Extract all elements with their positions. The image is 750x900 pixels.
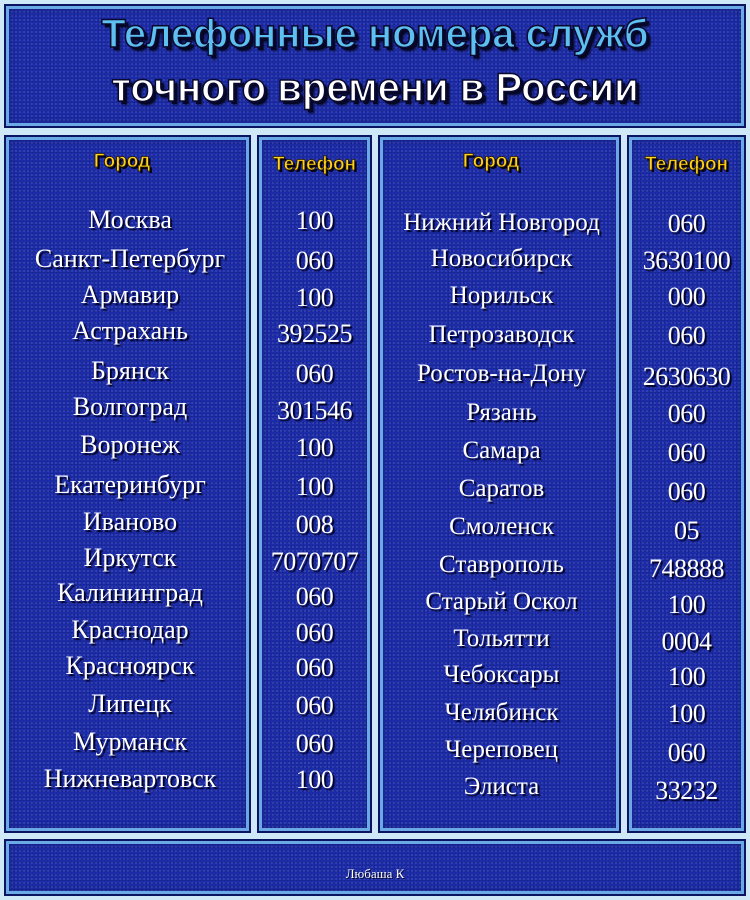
phone-number: 060: [295, 359, 334, 388]
phone-number: 3630100: [642, 246, 731, 275]
phone-number: 060: [295, 691, 334, 720]
phone-number: 060: [667, 209, 706, 238]
city-name: Тольятти: [453, 625, 550, 652]
city-name: Екатеринбург: [54, 470, 206, 499]
phone-number: 100: [295, 283, 334, 312]
city-name: Норильск: [449, 282, 554, 309]
city-name: Ростов-на-Дону: [417, 360, 586, 387]
city-name: Нижневартовск: [43, 764, 217, 793]
city-name: Брянск: [91, 356, 169, 385]
phone-number: 100: [667, 590, 706, 619]
phone-number: 33232: [655, 776, 718, 805]
city-name: Нижний Новгород: [403, 209, 600, 236]
phone-number: 060: [295, 729, 334, 758]
phone-number: 060: [295, 246, 334, 275]
city-name: Армавир: [80, 280, 180, 309]
city-name: Череповец: [445, 736, 558, 763]
city-name: Старый Оскол: [425, 588, 578, 615]
page-title-line-1: Телефонные номера служб: [101, 12, 649, 56]
city-name: Волгоград: [72, 392, 188, 421]
phone-number: 0004: [661, 627, 712, 656]
phone-number: 060: [295, 582, 334, 611]
phone-number: 2630630: [642, 362, 731, 391]
phone-number: 100: [295, 433, 334, 462]
phone-number: 05: [674, 516, 699, 545]
phone-number: 060: [667, 738, 706, 767]
city-name: Саратов: [458, 475, 545, 502]
phone-number: 100: [295, 206, 334, 235]
city-name: Санкт-Петербург: [34, 244, 226, 273]
city-name: Элиста: [463, 773, 540, 800]
phone-number: 008: [295, 510, 334, 539]
city-name: Иркутск: [83, 543, 177, 572]
city-name: Калининград: [57, 578, 203, 607]
city-name: Иваново: [82, 507, 178, 536]
city-name: Смоленск: [449, 513, 554, 540]
phone-number: 100: [295, 472, 334, 501]
phone-number: 060: [667, 438, 706, 467]
phone-number: 060: [667, 399, 706, 428]
header-phone-left: Телефон: [272, 154, 357, 175]
city-name: Ставрополь: [439, 551, 564, 578]
phone-number: 392525: [277, 319, 352, 348]
city-name: Воронеж: [80, 430, 180, 459]
phone-number: 060: [295, 618, 334, 647]
phone-number: 060: [667, 477, 706, 506]
phone-number: 100: [667, 699, 706, 728]
phone-number: 060: [295, 653, 334, 682]
phone-number: 060: [667, 321, 706, 350]
header-phone-right: Телефон: [644, 154, 729, 175]
city-name: Астрахань: [72, 316, 188, 345]
city-name: Москва: [88, 205, 172, 234]
header-city-right: Город: [462, 151, 520, 172]
city-name: Краснодар: [71, 615, 189, 644]
city-name: Липецк: [88, 689, 172, 718]
city-name: Новосибирск: [430, 245, 573, 272]
phone-number: 748888: [649, 554, 724, 583]
phone-number: 7070707: [270, 547, 359, 576]
phone-number: 000: [667, 282, 706, 311]
city-name: Красноярск: [65, 651, 195, 680]
author-signature: Любаша К: [345, 866, 405, 881]
city-name: Самара: [462, 437, 541, 464]
city-name: Чебоксары: [443, 661, 560, 688]
phone-number: 100: [295, 765, 334, 794]
city-name: Петрозаводск: [428, 321, 575, 348]
phone-number: 100: [667, 662, 706, 691]
header-city-left: Город: [93, 151, 151, 172]
phone-number: 301546: [277, 396, 352, 425]
city-name: Рязань: [466, 399, 537, 426]
page-title-line-2: точного времени в России: [111, 66, 639, 110]
city-name: Мурманск: [73, 727, 187, 756]
city-name: Челябинск: [444, 699, 559, 726]
